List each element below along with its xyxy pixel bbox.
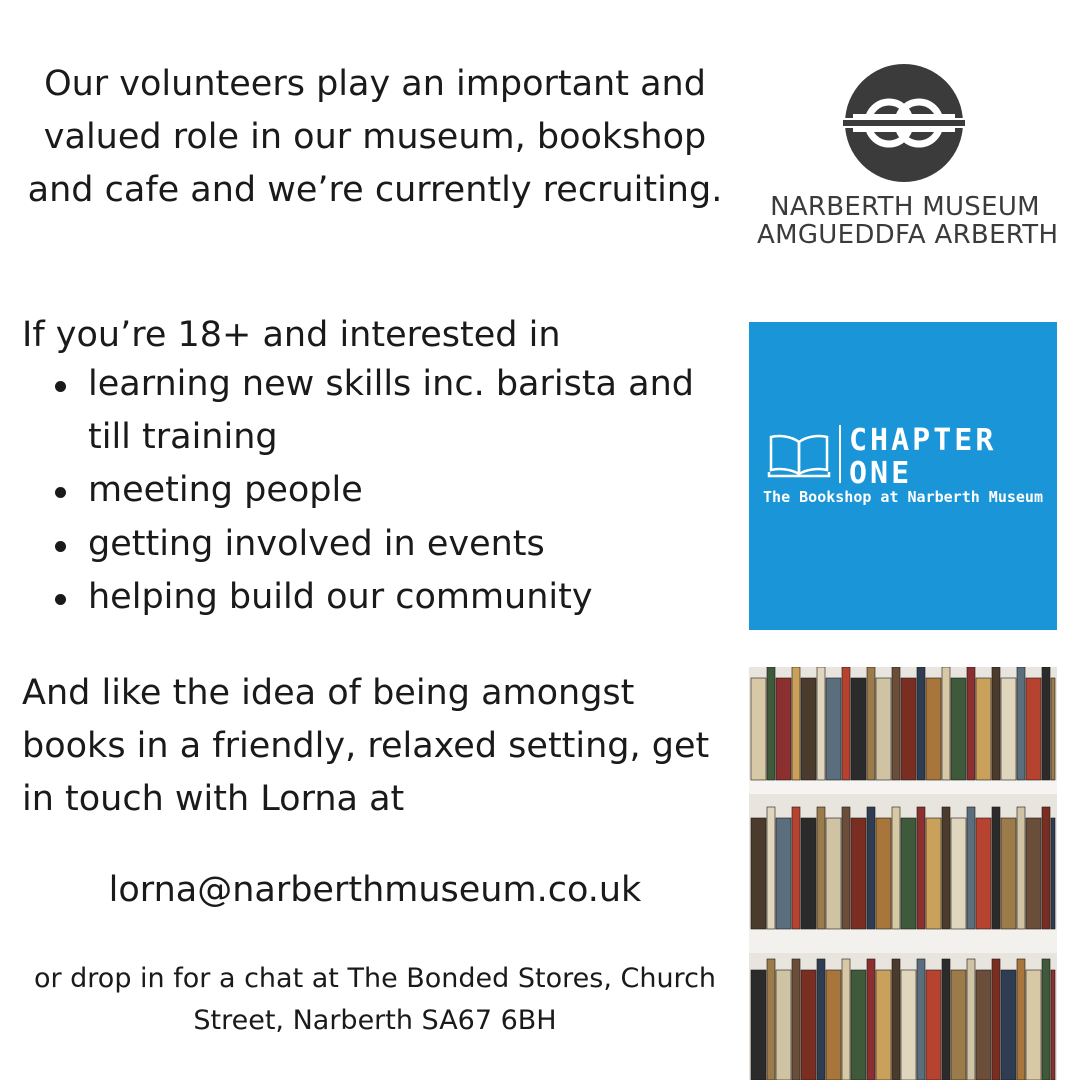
list-item [22,518,742,571]
bullet-icon [55,541,66,552]
book-spine [892,667,900,780]
book-spine [976,678,991,780]
book-spine [776,818,791,929]
book-spine [876,678,891,780]
museum-name-welsh: AMGUEDDFA ARBERTH [757,220,1059,250]
book-spine [751,678,766,780]
book-spine [876,970,891,1080]
list-item-text: getting involved in events [88,523,545,564]
interests-list [22,358,742,624]
museum-emblem-icon [843,62,965,184]
book-spine [967,667,975,780]
book-spine [951,678,966,780]
book-spine [826,678,841,780]
book-spine [851,818,866,929]
contact-email[interactable]: lorna@narberthmuseum.co.uk [108,870,642,910]
intro-text: Our volunteers play an important and valued role in our museum, bookshop and cafe and we’re currently recruiting. [27,64,723,211]
book-spine [826,970,841,1080]
book-spine [1026,970,1041,1080]
book-spine [826,818,841,929]
list-item-text: helping build our community [88,576,593,617]
book-spine [926,970,941,1080]
book-spine [817,667,825,780]
book-spine [1026,818,1041,929]
book-spine [1001,678,1016,780]
bookshop-name-word-2: ONE [849,456,913,491]
book-spine [942,959,950,1080]
book-spine [926,678,941,780]
interests-lead: If you’re 18+ and interested in [22,315,561,355]
list-item [22,464,742,517]
book-spine [1017,959,1025,1080]
book-spine [751,818,766,929]
book-spine [842,807,850,929]
book-spine [892,807,900,929]
closing-text: And like the idea of being amongst books in a friendly, relaxed setting, get in touch with Lorna at [22,673,710,820]
book-spine [801,818,816,929]
book-spine [1017,807,1025,929]
book-spine [1051,678,1055,780]
bookshop-logo [749,322,1057,630]
book-spine [817,807,825,929]
museum-name-english: NARBERTH MUSEUM [770,192,1040,222]
book-spine [1001,818,1016,929]
book-spine [917,959,925,1080]
book-spine [876,818,891,929]
bookshop-name-word-1: CHAPTER [849,423,997,458]
book-spine [1042,959,1050,1080]
book-spine [792,807,800,929]
book-spine [792,667,800,780]
book-spine [901,970,916,1080]
book-spine [917,807,925,929]
book-spine [1042,807,1050,929]
book-spine [842,959,850,1080]
book-spine [1026,678,1041,780]
book-spine [801,970,816,1080]
book-spine [992,667,1000,780]
book-spine [1042,667,1050,780]
museum-logo [755,62,1059,262]
logo-divider [839,425,841,483]
list-item-text: meeting people [88,470,363,511]
book-spine [942,667,950,780]
book-spine [792,959,800,1080]
book-spine [767,959,775,1080]
book-spine [851,678,866,780]
book-spine [917,667,925,780]
bullet-icon [55,381,66,392]
open-book-icon [767,432,831,478]
book-spine [1051,818,1055,929]
book-spine [1051,970,1055,1080]
book-spine [967,959,975,1080]
book-spine [867,667,875,780]
book-spine [842,667,850,780]
book-spine [817,959,825,1080]
bullet-icon [55,487,66,498]
book-spine [976,970,991,1080]
book-spine [951,970,966,1080]
bookshelf-photo [749,667,1057,1080]
book-spine [867,959,875,1080]
book-spine [1017,667,1025,780]
book-spine [901,678,916,780]
book-spine [801,678,816,780]
book-spine [992,959,1000,1080]
book-spine [926,818,941,929]
book-spine [776,970,791,1080]
bookshop-subtitle: The Bookshop at Narberth Museum [763,488,1043,506]
bookshelf-illustration [749,667,1057,1080]
book-spine [867,807,875,929]
book-spine [1001,970,1016,1080]
book-spine [767,807,775,929]
book-spine [942,807,950,929]
book-spine [951,818,966,929]
book-spine [767,667,775,780]
list-item [22,358,742,464]
book-spine [776,678,791,780]
book-spine [992,807,1000,929]
book-spine [967,807,975,929]
book-spine [901,818,916,929]
book-spine [976,818,991,929]
list-item-text: learning new skills inc. barista and till training [88,364,694,458]
list-item [22,571,742,624]
bullet-icon [55,594,66,605]
contact-address: or drop in for a chat at The Bonded Stores, Church Street, Narberth SA67 6BH [33,963,717,1036]
book-spine [851,970,866,1080]
book-spine [751,970,766,1080]
book-spine [892,959,900,1080]
